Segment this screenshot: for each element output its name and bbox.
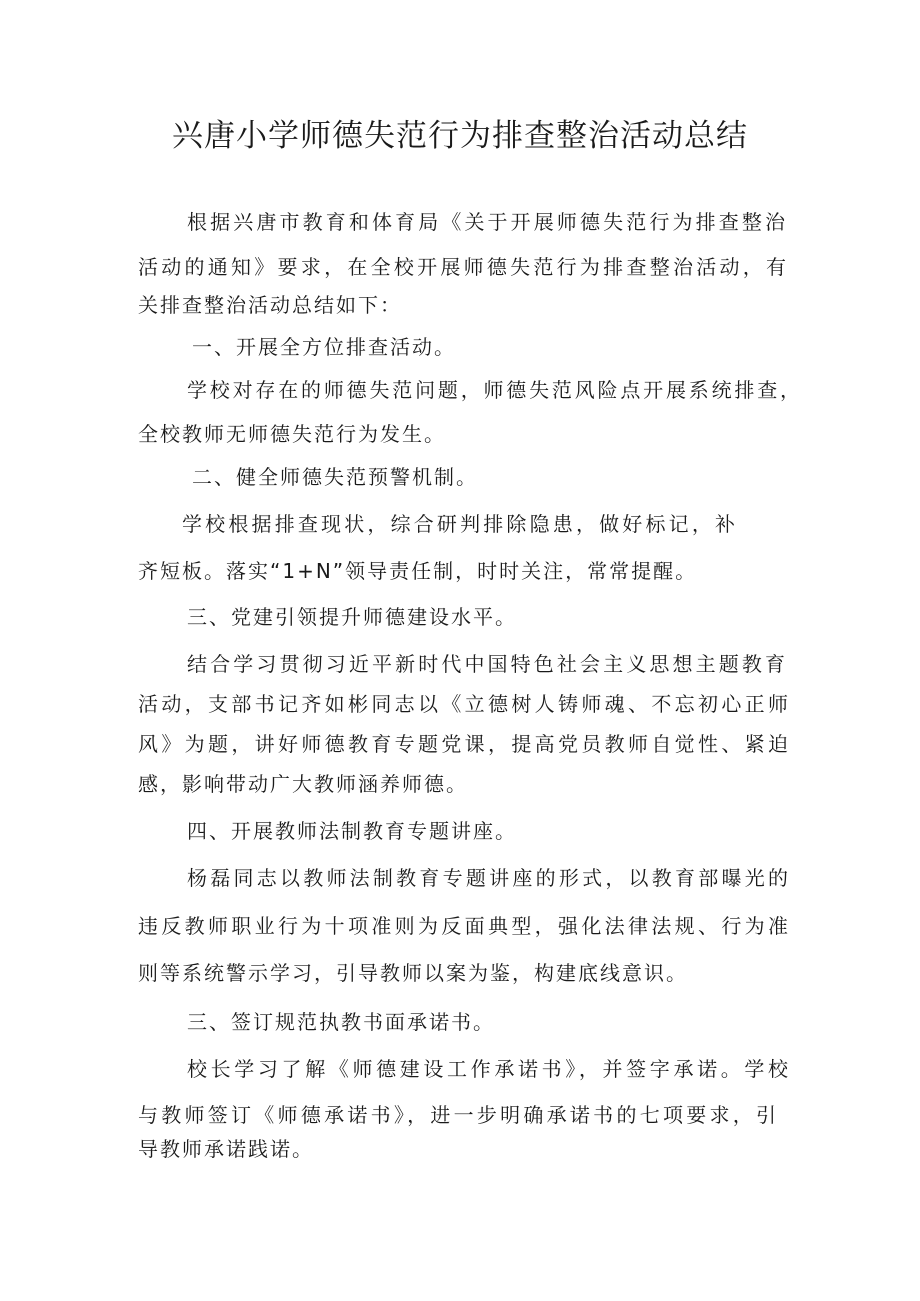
section-3-line-3: 风》为题，讲好师德教育专题党课，提高党员教师自觉性、紧迫 (138, 732, 790, 756)
section-heading-5: 三、签订规范执教书面承诺书。 (187, 1010, 495, 1034)
intro-line-1: 根据兴唐市教育和体育局《关于开展师德失范行为排查整治 (187, 210, 787, 234)
section-heading-2: 二、健全师德失范预警机制。 (192, 465, 478, 489)
section-4-line-2: 违反教师职业行为十项准则为反面典型，强化法律法规、行为准 (138, 914, 790, 938)
section-1-line-2: 全校教师无师德失范行为发生。 (138, 422, 446, 446)
section-5-line-2: 与教师签订《师德承诺书》，进一步明确承诺书的七项要求，引 (138, 1103, 778, 1127)
section-heading-3: 三、党建引领提升师德建设水平。 (187, 605, 517, 629)
section-3-line-4: 感，影响带动广大教师涵养师德。 (138, 772, 468, 796)
section-5-line-3: 导教师承诺践诺。 (138, 1137, 314, 1161)
page-title: 兴唐小学师德失范行为排查整治活动总结 (172, 118, 748, 154)
section-heading-1: 一、开展全方位排查活动。 (192, 335, 456, 359)
section-3-line-2: 活动，支部书记齐如彬同志以《立德树人铸师魂、不忘初心正师 (138, 692, 790, 716)
section-heading-4: 四、开展教师法制教育专题讲座。 (187, 819, 517, 843)
section-4-line-3: 则等系统警示学习，引导教师以案为鉴，构建底线意识。 (138, 961, 688, 985)
section-5-line-1: 校长学习了解《师德建设工作承诺书》，并签字承诺。学校 (187, 1057, 790, 1081)
section-4-line-1: 杨磊同志以教师法制教育专题讲座的形式，以教育部曝光的 (187, 866, 790, 890)
section-3-line-1: 结合学习贯彻习近平新时代中国特色社会主义思想主题教育 (187, 652, 787, 676)
intro-line-3: 关排查整治活动总结如下： (138, 293, 402, 317)
section-2-line-2: 齐短板。落实“1+N”领导责任制，时时关注，常常提醒。 (138, 559, 698, 583)
section-2-line-1: 学校根据排查现状，综合研判排除隐患，做好标记，补 (182, 512, 737, 536)
intro-line-2: 活动的通知》要求，在全校开展师德失范行为排查整治活动，有 (138, 255, 788, 279)
section-1-line-1: 学校对存在的师德失范问题，师德失范风险点开展系统排查， (187, 378, 802, 402)
